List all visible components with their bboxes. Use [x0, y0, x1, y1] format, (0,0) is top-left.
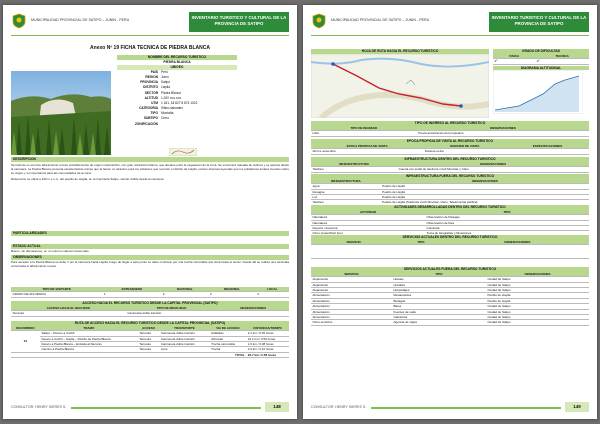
table-cell: Ciudad de Satipo — [486, 282, 589, 287]
infra-in-section — [311, 157, 589, 173]
table-cell: Fuentes de soda — [392, 309, 486, 314]
altitudinal-diagram-icon — [493, 70, 583, 114]
season-header-cell: ESPECIFICACIONES — [506, 144, 589, 149]
table-row — [311, 320, 589, 325]
services-out-section — [311, 267, 589, 326]
table-cell: Teléfono — [311, 200, 381, 205]
observations-text: Para acceder a la Piedra Blanca se debe ir por la carretera hacia Llaylla, luego de llegar a este punto se debe continuar por una trocha carrozable que lleva hasta el sector. Desde allí se realiza una caminata corta hasta el afloramiento rocoso. — [11, 259, 289, 268]
consultant-name: CONSULTOR: HENRY SIERES S. — [11, 405, 67, 409]
access-header-cell: TIPO DE MOVILIDAD — [126, 306, 217, 311]
infra-out-header: INFRAESTRUCTURA FUERA DEL RECURSO TURISTICO — [311, 174, 589, 179]
table-cell: Agencia de viajes — [392, 320, 486, 325]
visitor-header-cell: EXTRANJERO — [102, 287, 161, 292]
service-header-cell: TIPO — [392, 272, 486, 277]
table-cell: Pueblo de Llaylla (Telefonía móvil Movistar, Claro, Telefonía fija pública) — [381, 200, 589, 205]
info-key: UTM — [151, 100, 158, 105]
activity-header-cell: ACTIVIDAD — [311, 210, 425, 215]
page-footer — [311, 402, 589, 412]
info-key: ALTITUD — [144, 95, 158, 100]
ubicacion-header: UBIGEO — [117, 65, 237, 70]
page-header — [11, 12, 289, 32]
reference-text: Referencia: se ubica a 100 m.s.n.m. del pueblo de Llaylla, en la ruta hacia Satipo, siendo visible desde la carretera. — [11, 177, 165, 182]
table-cell: Asfaltado — [210, 331, 247, 336]
table-cell: Naturaleza — [311, 215, 425, 220]
visitor-cell: 2 — [161, 292, 208, 297]
visitor-header-cell: LOCAL — [256, 287, 289, 292]
use-section — [311, 121, 589, 137]
table-row — [11, 347, 289, 352]
season-cell — [506, 149, 589, 154]
access-header: ACCESO HACIA EL RECURSO TURISTICO DESDE LA CAPITAL PROVINCIAL (SATIPO) — [11, 301, 289, 306]
municipality-name: MUNICIPALIDAD PROVINCIAL DE SATIPO – JUNIN - PERU — [331, 18, 430, 22]
table-cell: Terrestre — [138, 336, 159, 341]
actual-state-text: Bueno, sin alteraciones, en un entorno natural conservado. — [11, 248, 90, 253]
table-cell: Bares — [392, 304, 486, 309]
info-value: Montaña — [161, 111, 174, 116]
info-value: Cerro — [161, 116, 169, 121]
season-header-cell: EPOCA PROPICIA DE VISITA — [311, 144, 423, 149]
footer-divider — [71, 407, 261, 409]
header-divider — [11, 35, 289, 36]
table-cell: Alimentación — [311, 315, 392, 320]
table-row — [11, 331, 289, 336]
route-section — [11, 321, 289, 358]
table-cell: Camioneta doble tracción — [159, 342, 209, 347]
access-header-cell: OBSERVACIONES — [217, 306, 289, 311]
access-table — [11, 306, 289, 317]
infra-in-table — [311, 162, 589, 173]
activities-section — [311, 205, 589, 237]
description-label: DESCRIPCION — [11, 157, 289, 162]
table-row — [311, 167, 589, 172]
difficulty-table — [493, 54, 589, 65]
infra-in-header: INFRAESTRUCTURA DENTRO DEL RECURSO TURISTICO — [311, 157, 589, 162]
table-cell: Alojamiento — [311, 277, 392, 282]
description-text: Se trata de un enorme afloramiento rocoso probablemente de origen metamórfico, con gran coloración blanca, que destaca entre la vegetación de la zona. Se encuentra rodeada de cultivos y se aprecia desde la carretera. La Piedra Blanca presenta características únicas que la hacen un atractivo para los visitantes que recorren el distrito de Llaylla, existen diversas leyendas que los pobladores locales cuentan sobre su origen y su importancia para las comunidades de la zona. — [11, 162, 289, 175]
table-cell: Hoteles — [392, 277, 486, 282]
description-section — [11, 157, 289, 181]
diagram-label: DIAGRAMA ALTITUDINAL — [493, 66, 589, 71]
visitor-table — [11, 287, 289, 298]
table-cell: A pie — [159, 347, 209, 352]
route-total-row — [11, 352, 289, 357]
info-key: SUBTIPO — [143, 116, 158, 121]
route-total-label: TOTAL — [11, 352, 246, 357]
table-row — [11, 336, 289, 341]
visitor-header-cell: REGIONAL — [208, 287, 255, 292]
activity-header-cell: TIPO — [425, 210, 589, 215]
route-recorrido: 01 — [11, 331, 40, 353]
route-map-icon — [311, 54, 489, 118]
table-cell: Trocha carrozable — [210, 342, 247, 347]
activities-header: ACTIVIDADES DESARROLLADAS DENTRO DEL RECURSO TURISTICO — [311, 205, 589, 210]
table-cell: Ciudad de Satipo — [486, 309, 589, 314]
table-cell: Alimentación — [311, 309, 392, 314]
table-cell: Caminata — [425, 226, 589, 231]
difficulty-cell: 2º — [493, 59, 535, 64]
use-header-cell: OBSERVACIONES — [417, 126, 589, 131]
table-cell: Camioneta doble tracción — [159, 331, 209, 336]
visitor-section — [11, 287, 289, 298]
table-cell: Pueblo de Llaylla — [381, 189, 589, 194]
use-header-cell: TIPO DE INGRESO — [311, 126, 417, 131]
season-cell: Durante el día — [423, 149, 506, 154]
zonification-map-icon — [169, 148, 197, 156]
table-cell: Pueblo de Llaylla — [381, 195, 589, 200]
visitor-cell: 3 — [208, 292, 255, 297]
header-divider — [311, 35, 589, 36]
route-total-value: 26.7 km / 0.58 horas — [246, 352, 289, 357]
page-title: Anexo Nº 19 FICHA TECNICA DE PIEDRA BLANCA — [90, 45, 210, 51]
route-header: RUTA DE ACCESO HACIA EL RECURSO TURISTICO DESDE LA CAPITAL PROVINCIAL (SATIPO) — [11, 321, 289, 326]
table-cell: Luz — [311, 195, 381, 200]
table-cell: Bodegas — [392, 298, 486, 303]
info-key: CATEGORIA — [139, 106, 158, 111]
route-header-cell: ACCESO — [138, 326, 159, 331]
season-header-cell: HORARIO DE VISITA — [423, 144, 506, 149]
info-value: Piedra Blanca — [161, 90, 181, 95]
table-cell: Alojamiento — [311, 288, 392, 293]
table-cell: Hostales — [392, 282, 486, 287]
info-header: NOMBRE DEL RECURSO TURISTICO — [117, 55, 237, 60]
info-value: Satipo — [161, 80, 171, 85]
table-cell: Hospedajes — [392, 288, 486, 293]
services-in-header: SERVICIOS ACTUALES DENTRO DEL RECURSO TURISTICO — [311, 235, 589, 240]
state-section — [11, 244, 289, 268]
info-value: Perú — [161, 69, 168, 74]
visitor-header-cell: NACIONAL — [161, 287, 208, 292]
visitor-cell: 1 — [102, 292, 161, 297]
services-out-header: SERVICIOS ACTUALES FUERA DEL RECURSO TURISTICO — [311, 267, 589, 272]
consultant-name: CONSULTOR: HENRY SIERES S. — [311, 405, 367, 409]
use-cell: Previa autorización del propietario — [417, 131, 589, 136]
table-cell: Naturaleza — [311, 220, 425, 225]
services-in-section — [311, 235, 589, 259]
table-cell: 0.3 km / 0.10 horas — [246, 347, 289, 352]
difficulty-cell: 2º — [535, 59, 589, 64]
info-key: DISTRITO — [143, 85, 158, 90]
route-table — [11, 326, 289, 358]
table-cell: Observación de flora — [425, 220, 589, 225]
services-out-table — [311, 272, 589, 326]
table-cell: Desagüe — [311, 189, 381, 194]
access-cell: Camioneta doble tracción — [126, 311, 217, 316]
season-table — [311, 144, 589, 155]
table-cell: Deporte / Aventura — [311, 226, 425, 231]
service-header-cell: TIPO — [396, 240, 445, 245]
resource-photo — [11, 71, 111, 155]
header-banner: INVENTARIO TURISTICO Y CULTURAL DE LA PROVINCIA DE SATIPO — [489, 12, 589, 32]
footer-divider — [371, 407, 561, 409]
table-cell: 22.1 km / 0.50 horas — [246, 336, 289, 341]
table-cell: Otros (especificar tipo) — [311, 231, 425, 236]
table-cell: Afirmado — [210, 336, 247, 341]
table-cell: Pueblo de Llaylla — [486, 298, 589, 303]
table-cell: Desvío a Piedra Blanca – Entrada al Recurso — [40, 342, 138, 347]
table-cell: Satipo – Desvío a Cuchil — [40, 331, 138, 336]
info-key: SECTOR — [144, 90, 158, 95]
header-banner: INVENTARIO TURISTICO Y CULTURAL DE LA PROVINCIA DE SATIPO — [189, 12, 289, 32]
access-header-cell: ACCESO HACIA EL RECURSO — [11, 306, 126, 311]
service-header-cell: OBSERVACIONES — [486, 272, 589, 277]
actual-state-label: ESTADO ACTUAL — [11, 244, 289, 249]
info-value: Sitios naturales — [161, 106, 183, 111]
service-header-cell: OBSERVACIONES — [446, 240, 589, 245]
infra-header-cell: OBSERVACIONES — [397, 162, 589, 167]
info-key: TIPO — [150, 111, 158, 116]
use-table — [311, 126, 589, 137]
info-key: REGION — [145, 74, 158, 79]
visitor-header-cell: TIPO DE VISITANTE — [11, 287, 102, 292]
infra-header-cell: INFRAESTRUCTURA — [311, 162, 397, 167]
table-cell: Trocha — [210, 347, 247, 352]
table-cell: Pueblo de Llaylla — [486, 293, 589, 298]
table-cell: Alojamiento — [311, 282, 392, 287]
piedra-blanca-photo-icon — [11, 71, 111, 155]
municipal-logo-icon — [11, 13, 27, 29]
route-header-cell: RECORRIDO — [11, 326, 40, 331]
table-cell: Cuenta con señal de telefonía móvil Movistar y Claro — [397, 167, 589, 172]
table-cell: Alimentación — [311, 293, 392, 298]
table-cell: Pueblo de Llaylla — [381, 184, 589, 189]
table-cell: Desvío a Cuchil – Llaylla – Distrito de Piedra Blanca — [40, 336, 138, 341]
observations-label: OBSERVACIONES — [11, 255, 289, 260]
table-cell: Alimentación — [311, 304, 392, 309]
season-header: EPOCA PROPICIA DE VISITA AL RECURSO TURISTICO — [311, 139, 589, 144]
page-footer — [11, 402, 289, 412]
page-number: 149 — [565, 402, 589, 412]
info-key: PROVINCIA — [140, 80, 158, 85]
activities-table — [311, 210, 589, 237]
page-number: 148 — [265, 402, 289, 412]
table-cell: Agua — [311, 184, 381, 189]
difficulty-header-cell: FISICA — [493, 54, 535, 59]
visitor-cell: GRADO DE AFLUENCIA — [11, 292, 102, 297]
access-cell — [217, 311, 289, 316]
season-section — [311, 139, 589, 155]
service-header-cell: SERVICIO — [311, 272, 392, 277]
visitor-cell: 4 — [256, 292, 289, 297]
table-cell: Otros servicios — [311, 320, 392, 325]
table-cell: Ciudad de Satipo — [486, 288, 589, 293]
infra-header-cell: OBSERVACIONES — [381, 179, 589, 184]
table-cell: Toma de fotografías y filmaciones — [425, 231, 589, 236]
difficulty-header-cell: TECNICA — [535, 54, 589, 59]
particularities-label: PARTICULARIDADES — [11, 231, 289, 236]
info-key: PAIS — [150, 69, 158, 74]
map-section — [311, 49, 589, 123]
table-cell: Ciudad de Satipo — [486, 277, 589, 282]
particularities-section — [11, 231, 289, 236]
infra-out-section — [311, 174, 589, 206]
table-cell: Camioneta doble tracción — [159, 336, 209, 341]
info-value: 1,200 m.s.n.m. — [161, 95, 183, 100]
map-header: HOJA DE RUTA HACIA EL RECURSO TURISTICO — [311, 49, 489, 54]
use-header: TIPO DE INGRESO AL RECURSO TURISTICO — [311, 121, 589, 126]
info-value: Llaylla — [161, 85, 171, 90]
use-cell: Libre — [311, 131, 417, 136]
municipality-name: MUNICIPALIDAD PROVINCIAL DE SATIPO – JUNIN - PERU — [31, 18, 130, 22]
zonification-label: ZONIFICACIÓN — [134, 121, 158, 126]
left-page — [3, 5, 297, 419]
right-page — [303, 5, 597, 419]
resource-name: PIEDRA BLANCA — [163, 59, 191, 64]
access-cell: Terrestre — [11, 311, 126, 316]
info-value: 1 181, 18 827 8 874 1022 — [161, 100, 198, 105]
table-cell: Teléfono — [311, 167, 397, 172]
table-cell: Alimentación — [311, 298, 392, 303]
table-cell: Camino a Piedra Blanca — [40, 347, 138, 352]
table-cell: Ciudad de Satipo — [486, 304, 589, 309]
difficulty-header: GRADO DE DIFICULTAD — [493, 49, 589, 54]
table-cell: Terrestre — [138, 342, 159, 347]
table-cell: Cafeterías — [392, 315, 486, 320]
table-cell: Terrestre — [138, 347, 159, 352]
municipal-logo-icon — [311, 13, 327, 29]
table-row — [11, 342, 289, 347]
route-header-cell: TRANSPORTE — [159, 326, 209, 331]
table-cell: Observación de Paisajes — [425, 215, 589, 220]
route-header-cell: VIA DE ACCESO — [210, 326, 247, 331]
service-header-cell: SERVICIO — [311, 240, 396, 245]
infra-out-table — [311, 179, 589, 206]
route-header-cell: TRAMO — [40, 326, 138, 331]
resource-info — [117, 55, 237, 127]
table-cell: 2.1 km / 0.05 horas — [246, 331, 289, 336]
info-value: Junín — [161, 74, 169, 79]
table-cell: Ciudad de Satipo — [486, 320, 589, 325]
table-cell: Ciudad de Satipo — [486, 315, 589, 320]
table-cell: 1.6 km / 0.08 horas — [246, 342, 289, 347]
season-cell: Abril a noviembre — [311, 149, 423, 154]
route-header-cell: DISTANCIA/TIEMPO — [246, 326, 289, 331]
infra-header-cell: INFRAESTRUCTURA — [311, 179, 381, 184]
table-cell: Restaurantes — [392, 293, 486, 298]
page-header — [311, 12, 589, 32]
table-cell: Terrestre — [138, 331, 159, 336]
access-section — [11, 301, 289, 317]
